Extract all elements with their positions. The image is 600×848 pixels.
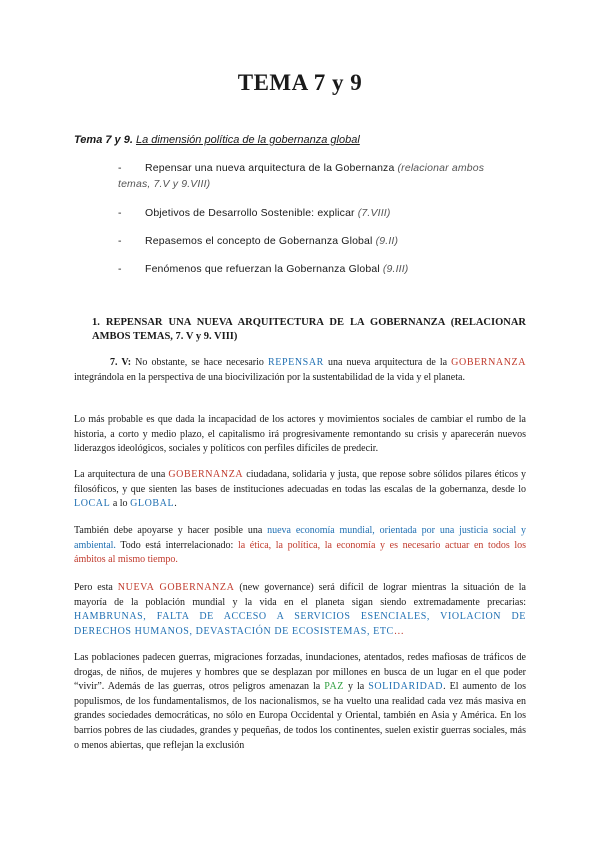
p6-text: y la — [348, 681, 365, 693]
page-title: TEMA 7 y 9 — [237, 70, 363, 95]
paragraph-4 — [74, 524, 526, 568]
bullet-text: Fenómenos que refuerzan la Gobernanza Global — [145, 263, 380, 275]
p1-lead: 7. V: — [110, 357, 132, 368]
paragraph-2: Lo más probable es que dada la incapacidad de los actores y movimientos sociales de cambiar el rumbo de la historia, a corto y medio plazo, el capitalismo irá progresivamente remontando su crisis y aparecerán nuevos liderazgos ideológicos, sociales y políticos con perfiles difíciles de predecir. — [74, 414, 526, 455]
paragraph-5 — [74, 581, 526, 639]
p4-highlight-economia: nueva economía mundial, orientada por una justicia social y ambiental. — [74, 525, 527, 551]
p5-text: (new governance) será difícil de lograr mientras la situación de la mayoría de la población mundial y la vida en el planeta sigan siendo extremadamente precarias: — [74, 582, 526, 608]
p6-text: Las poblaciones padecen guerras, migraciones forzadas, inundaciones, atentados, redes mafiosas de tráficos de drogas, de niños, de mujeres y hombres que se desplazan por millones en busca de un lugar en el que poder “vivir”. Además de las guerras, otros peligros amenazan la — [74, 652, 526, 693]
p6-keyword-paz: PAZ — [324, 681, 345, 693]
p3-keyword-global: GLOBAL — [130, 498, 175, 510]
subtitle-link[interactable]: La dimensión política de la gobernanza global — [135, 134, 360, 146]
bullet-dash: - — [118, 263, 122, 275]
bullet-item — [118, 160, 518, 192]
bullet-item — [118, 261, 518, 277]
bullet-text: Objetivos de Desarrollo Sostenible: explicar — [145, 207, 355, 219]
p3-keyword-gobernanza: GOBERNANZA — [168, 469, 244, 480]
p1-text: integrándola en la perspectiva de una biocivilización por la sustentabilidad de la vida y el planeta. — [74, 371, 465, 383]
bullet-dash: - — [118, 207, 122, 219]
subtitle-lead: Tema 7 y 9. — [74, 134, 133, 146]
p1-text: No obstante, se hace necesario — [135, 357, 264, 368]
p6-text: . El aumento de los populismos, de los fundamentalismos, de los nacionalismos, se ha vuelto una realidad cada vez más masiva en grandes sociedades democráticas, no sólo en Europa Occidental y Oriental, también en Asia y América. En los barrios pobres de las ciudades, grandes y pequeñas, de todos los continentes, suelen existir guerras sociales, más o menos abiertas, que reflejan la exclusión — [74, 681, 526, 751]
p6-keyword-solidaridad: SOLIDARIDAD — [368, 681, 444, 693]
document-subtitle — [74, 134, 360, 146]
paragraph-3 — [74, 468, 526, 512]
p3-keyword-local: LOCAL — [74, 498, 111, 510]
bullet-dash: - — [118, 162, 122, 174]
p5-problems-list: HAMBRUNAS, FALTA DE ACCESO A SERVICIOS ESENCIALES, VIOLACION DE DERECHOS HUMANOS, DEVASTACIÓN DE ECOSISTEMAS, ETC — [74, 611, 526, 637]
paragraph-1 — [74, 356, 526, 385]
bullet-text: Repensar una nueva arquitectura de la Gobernanza — [145, 162, 395, 174]
paragraph-6 — [74, 651, 526, 753]
p5-keyword-nueva-gobernanza: NUEVA GOBERNANZA — [117, 582, 235, 593]
section-title: REPENSAR UNA NUEVA ARQUITECTURA DE LA GOBERNANZA (RELACIONAR AMBOS TEMAS, 7. V y 9. VIII) — [92, 317, 526, 342]
bullet-ref: (relacionar ambos temas, 7.V y 9.VIII) — [118, 162, 485, 190]
bullet-item — [118, 205, 518, 221]
p3-text: . — [174, 498, 177, 510]
bullet-item — [118, 233, 518, 249]
p3-text: a lo — [112, 498, 128, 510]
p1-keyword-gobernanza: GOBERNANZA — [451, 357, 527, 368]
p3-text: ciudadana, solidaria y justa, que repose sobre sólidos pilares éticos y filosóficos, y que sienten las bases de instituciones adecuadas en todas las escalas de la gobernanza, desde lo — [74, 469, 527, 495]
p3-text: La arquitectura de una — [74, 469, 166, 480]
bullet-text: Repasemos el concepto de Gobernanza Global — [145, 235, 373, 247]
p1-keyword-repensar: REPENSAR — [268, 357, 324, 368]
bullet-ref: (7.VIII) — [357, 207, 391, 219]
p1-text: una nueva arquitectura de la — [328, 357, 448, 368]
bullet-ref: (9.II) — [375, 235, 399, 247]
section-heading — [92, 316, 526, 344]
p4-text: Todo está interrelacionado: — [115, 539, 234, 551]
p5-text: Pero esta — [74, 582, 113, 593]
p5-ellipsis: … — [393, 625, 404, 637]
p4-text: También debe apoyarse y hacer posible una — [74, 525, 263, 536]
bullet-dash: - — [118, 235, 122, 247]
p4-highlight-etica: la ética, la política, la economía y es necesario actuar en todos los ámbitos al mismo tiempo. — [74, 539, 527, 566]
bullet-ref: (9.III) — [382, 263, 409, 275]
section-number: 1. — [92, 317, 100, 328]
